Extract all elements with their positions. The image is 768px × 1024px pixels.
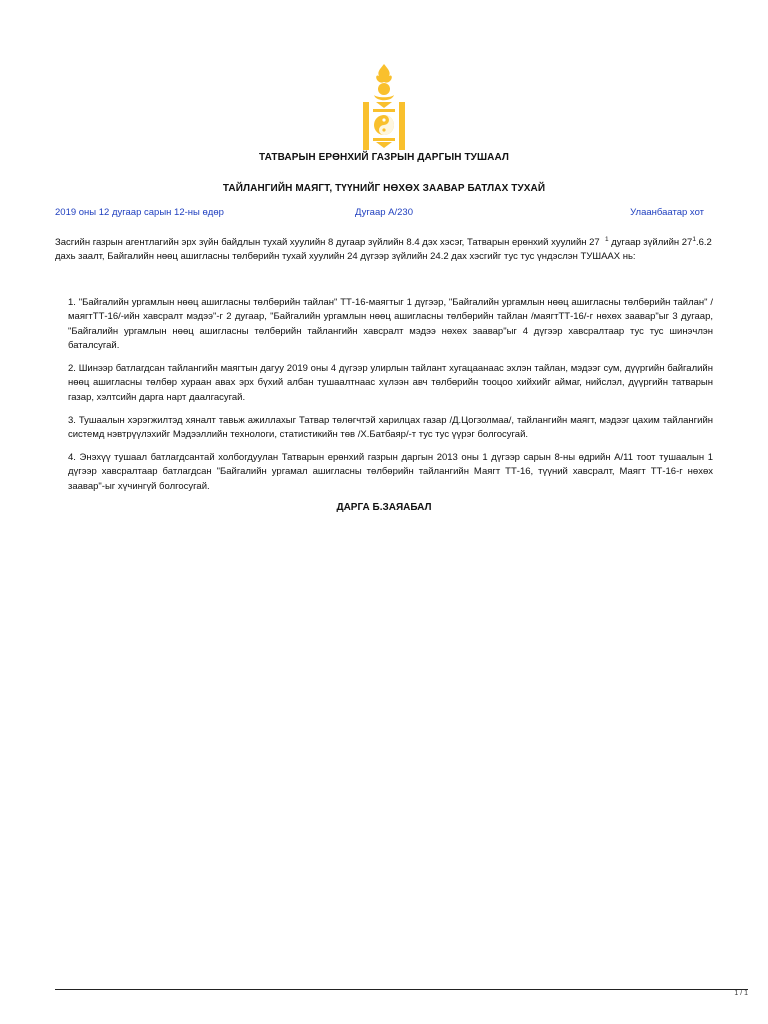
intro-superscript-2: 1 bbox=[692, 236, 696, 243]
signature: ДАРГА Б.ЗАЯАБАЛ bbox=[336, 502, 432, 513]
intro-paragraph bbox=[55, 236, 713, 263]
order-item-4: 4. Энэхүү тушаал батлагдсантай холбогдуулан Татварын ерөнхий газрын даргын 2013 оны 1 дүгээр сарын 8-ны өдрийн А/11 тоот тушаалын 1 дүгээр хавсралтаар батлагдсан "Байгалийн ургамал ашигласны төлбөрийн тайлангийн Маягт ТТ-16, түүний хавсралт, Маягт ТТ-16-г нөхөх заавар"-ыг хүчингүй болгосугай. bbox=[68, 452, 713, 492]
order-item-2: 2. Шинээр батлагдсан тайлангийн маягтын дагуу 2019 оны 4 дүгээр улирлын тайлант хугацаанаас эхлэн тайлан, мэдээг сум, дүүргийн байгалийн нөөц ашигласны төлбөр хураан авах эрх бүхий албан тушаалтнаас хүлээн авч төлбөрийн тооцоо хийхийг аймаг, нийслэл, дүүргийн татварын газар, хэлтсийн дарга нарт даалгасугай. bbox=[68, 363, 713, 403]
document-number: Дугаар А/230 bbox=[355, 207, 413, 218]
footer-divider bbox=[55, 989, 748, 990]
intro-text-3: .6.2 дахь заалт, Байгалийн нөөц ашигласны төлбөрийн тухай хуулийн 24 дүгээр зүйлийн 24.2 дах хэсгийг тус тус үндэслэн ТУШААХ нь: bbox=[55, 237, 712, 262]
order-item-3: 3. Тушаалын хэрэгжилтэд хяналт тавьж ажиллахыг Татвар төлөгчтэй харилцах газар /Д.Цогзолмаа/, тайлангийн маягт, мэдээг цахим тайлангийн системд нэвтрүүлэхийг Мэдээллийн технологи, статистикийн төв /Х.Батбаяр/-т тус тус үүрэг болгосугай. bbox=[68, 415, 713, 441]
intro-superscript-1: 1 bbox=[605, 236, 609, 243]
document-subtitle: ТАЙЛАНГИЙН МАЯГТ, ТҮҮНИЙГ НӨХӨХ ЗААВАР БАТЛАХ ТУХАЙ bbox=[222, 183, 546, 194]
document-date: 2019 оны 12 дугаар сарын 12-ны өдөр bbox=[55, 207, 224, 218]
intro-text-1: Засгийн газрын агентлагийн эрх зүйн байдлын тухай хуулийн 8 дугаар зүйлийн 8.4 дэх хэсэг, Татварын ерөнхий хуулийн 27 bbox=[55, 237, 600, 248]
document-title: ТАТВАРЫН ЕРӨНХИЙ ГАЗРЫН ДАРГЫН ТУШААЛ bbox=[259, 152, 509, 163]
document-city: Улаанбаатар хот bbox=[630, 207, 704, 218]
soyombo-emblem-icon bbox=[361, 64, 407, 150]
page-number: 1 / 1 bbox=[734, 990, 748, 997]
order-item-1: 1. "Байгалийн ургамлын нөөц ашигласны төлбөрийн тайлан" ТТ-16-маягтыг 1 дүгээр, "Байгалийн ургамлын нөөц ашигласны төлбөрийн тайлан" /маягтТТ-16/-ийн хавсралт мэдээ"-г 2 дугаар, "Байгалийн ургамлын нөөц ашигласны төлбөрийн тайлан /маягтТТ-16/-г нөхөх заавар"ыг 3 дугаар, "Байгалийн ургамлын нөөц ашигласны төлбөрийн тайлангийн хавсралт мэдээ нөхөх заавар"ыг 4 дүгээр хавсралтаар тус тус шинэчлэн баталсугай. bbox=[68, 297, 713, 351]
intro-text-2: дугаар зүйлийн 27 bbox=[611, 237, 693, 248]
